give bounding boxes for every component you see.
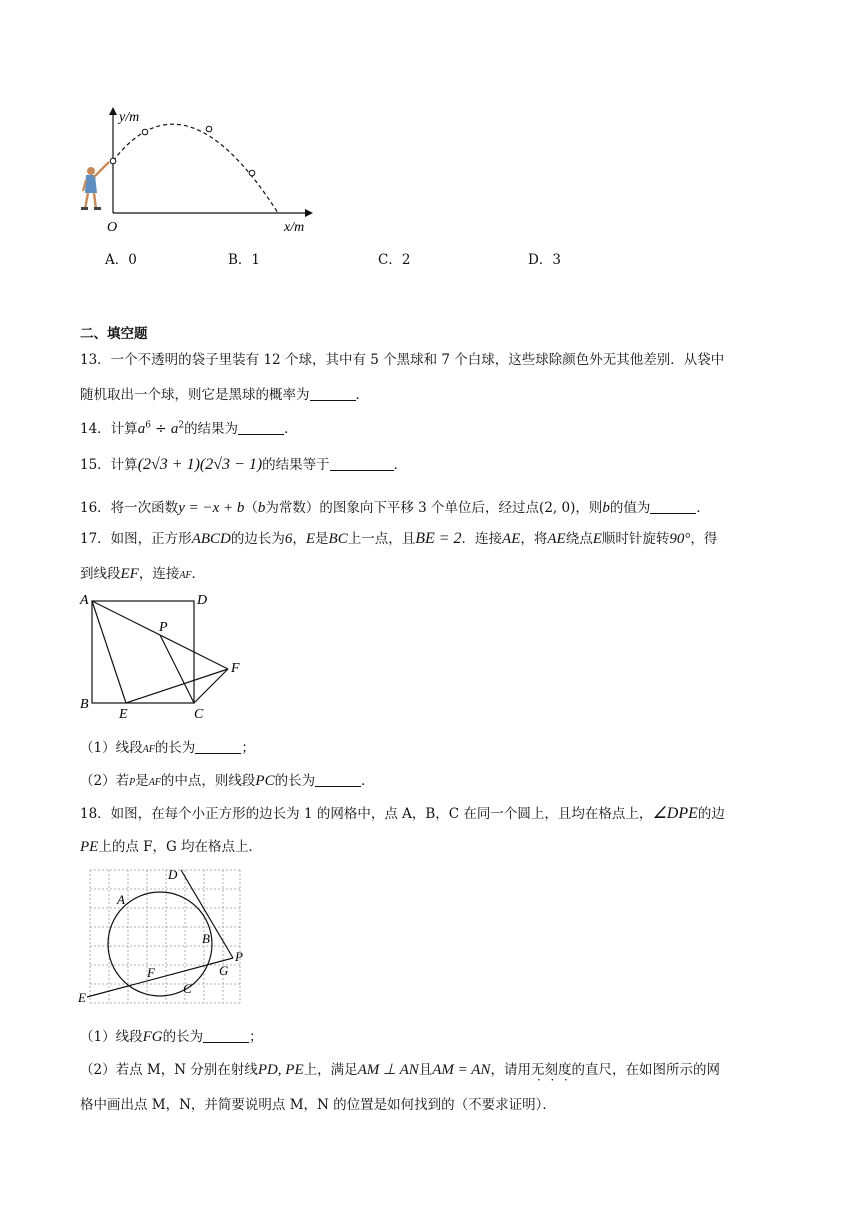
- q17-label-c: C: [194, 707, 204, 720]
- q18-label-e: E: [78, 990, 86, 1004]
- q18-sub1: （1）线段FG的长为 ；: [80, 1029, 263, 1045]
- q17-label-f: F: [231, 661, 240, 676]
- q18-line1: 18．如图，在每个小正方形的边长为 1 的网格中，点 A，B，C 在同一个圆上，且均在格点上，∠DPE的边: [80, 805, 725, 822]
- q17-sub2: （2）若P是AF的中点，则线段PC的长为 ．: [80, 773, 375, 789]
- q17-line1: 17．如图，正方形ABCD的边长为6，E是BC上一点，且BE = 2．连接AE，将AE绕点E顺时针旋转90°，得: [80, 530, 718, 547]
- answer-blank[interactable]: [330, 456, 394, 471]
- q17-sub1: （1）线段AF的长为 ；: [80, 740, 255, 756]
- origin-label: O: [107, 220, 118, 235]
- answer-blank[interactable]: [238, 420, 284, 435]
- basketball-player-icon: [81, 162, 109, 210]
- q17-label-p: P: [159, 620, 168, 635]
- choice-b[interactable]: B．1: [228, 252, 261, 268]
- y-axis-label: y/m: [119, 110, 140, 125]
- q18-label-g: G: [219, 963, 229, 978]
- q18-label-p: P: [235, 949, 243, 964]
- q15: 15．计算(2√3 + 1)(2√3 − 1)的结果等于 ．: [80, 456, 408, 473]
- q14: 14．计算$a^6 \div a^2$的结果为 ．: [80, 420, 298, 437]
- q18-sub2-line1: （2）若点 M，N 分别在射线PD, PE上，满足AM ⊥ AN且AM = AN，请用无刻度的直尺，在如图所示的网: [80, 1062, 720, 1078]
- answer-blank[interactable]: [310, 386, 356, 401]
- q18-label-d: D: [168, 867, 178, 882]
- choice-a[interactable]: A．0: [105, 252, 137, 268]
- q18-grid-figure: [75, 864, 255, 1004]
- q18-label-a: A: [117, 892, 125, 907]
- choice-c[interactable]: C．2: [378, 252, 411, 268]
- q13-line1: 13．一个不透明的袋子里装有 12 个球，其中有 5 个黑球和 7 个白球，这些球除颜色外无其他差别．从袋中: [80, 352, 725, 368]
- q18-label-f: F: [147, 965, 155, 980]
- choice-d[interactable]: D．3: [528, 252, 561, 268]
- q16: 16．将一次函数y = −x + b（b为常数）的图象向下平移 3 个单位后，经过点(2, 0)，则b的值为 ．: [80, 500, 710, 516]
- answer-blank[interactable]: [650, 499, 696, 514]
- answer-blank[interactable]: [195, 739, 241, 754]
- q17-label-d: D: [197, 593, 208, 608]
- q17-figure: [75, 590, 255, 720]
- q13-line2: 随机取出一个球，则它是黑球的概率为 ．: [80, 387, 369, 403]
- q17-line2: 到线段EF，连接AF．: [80, 566, 206, 582]
- q18-label-c: C: [183, 981, 192, 996]
- x-axis-label: x/m: [284, 220, 305, 235]
- q18-sub2-line2: 格中画出点 M，N，并简要说明点 M，N 的位置是如何找到的（不要求证明）．: [80, 1097, 556, 1113]
- answer-blank[interactable]: [203, 1028, 249, 1043]
- answer-blank[interactable]: [315, 772, 361, 787]
- trajectory-graph: [75, 105, 315, 235]
- q17-label-a: A: [80, 593, 89, 608]
- section-title: 二、填空题: [80, 326, 148, 342]
- q18-line2: PE上的点 F，G 均在格点上．: [80, 839, 263, 855]
- q17-label-e: E: [119, 707, 128, 720]
- q18-label-b: B: [202, 931, 210, 946]
- q17-label-b: B: [80, 697, 89, 712]
